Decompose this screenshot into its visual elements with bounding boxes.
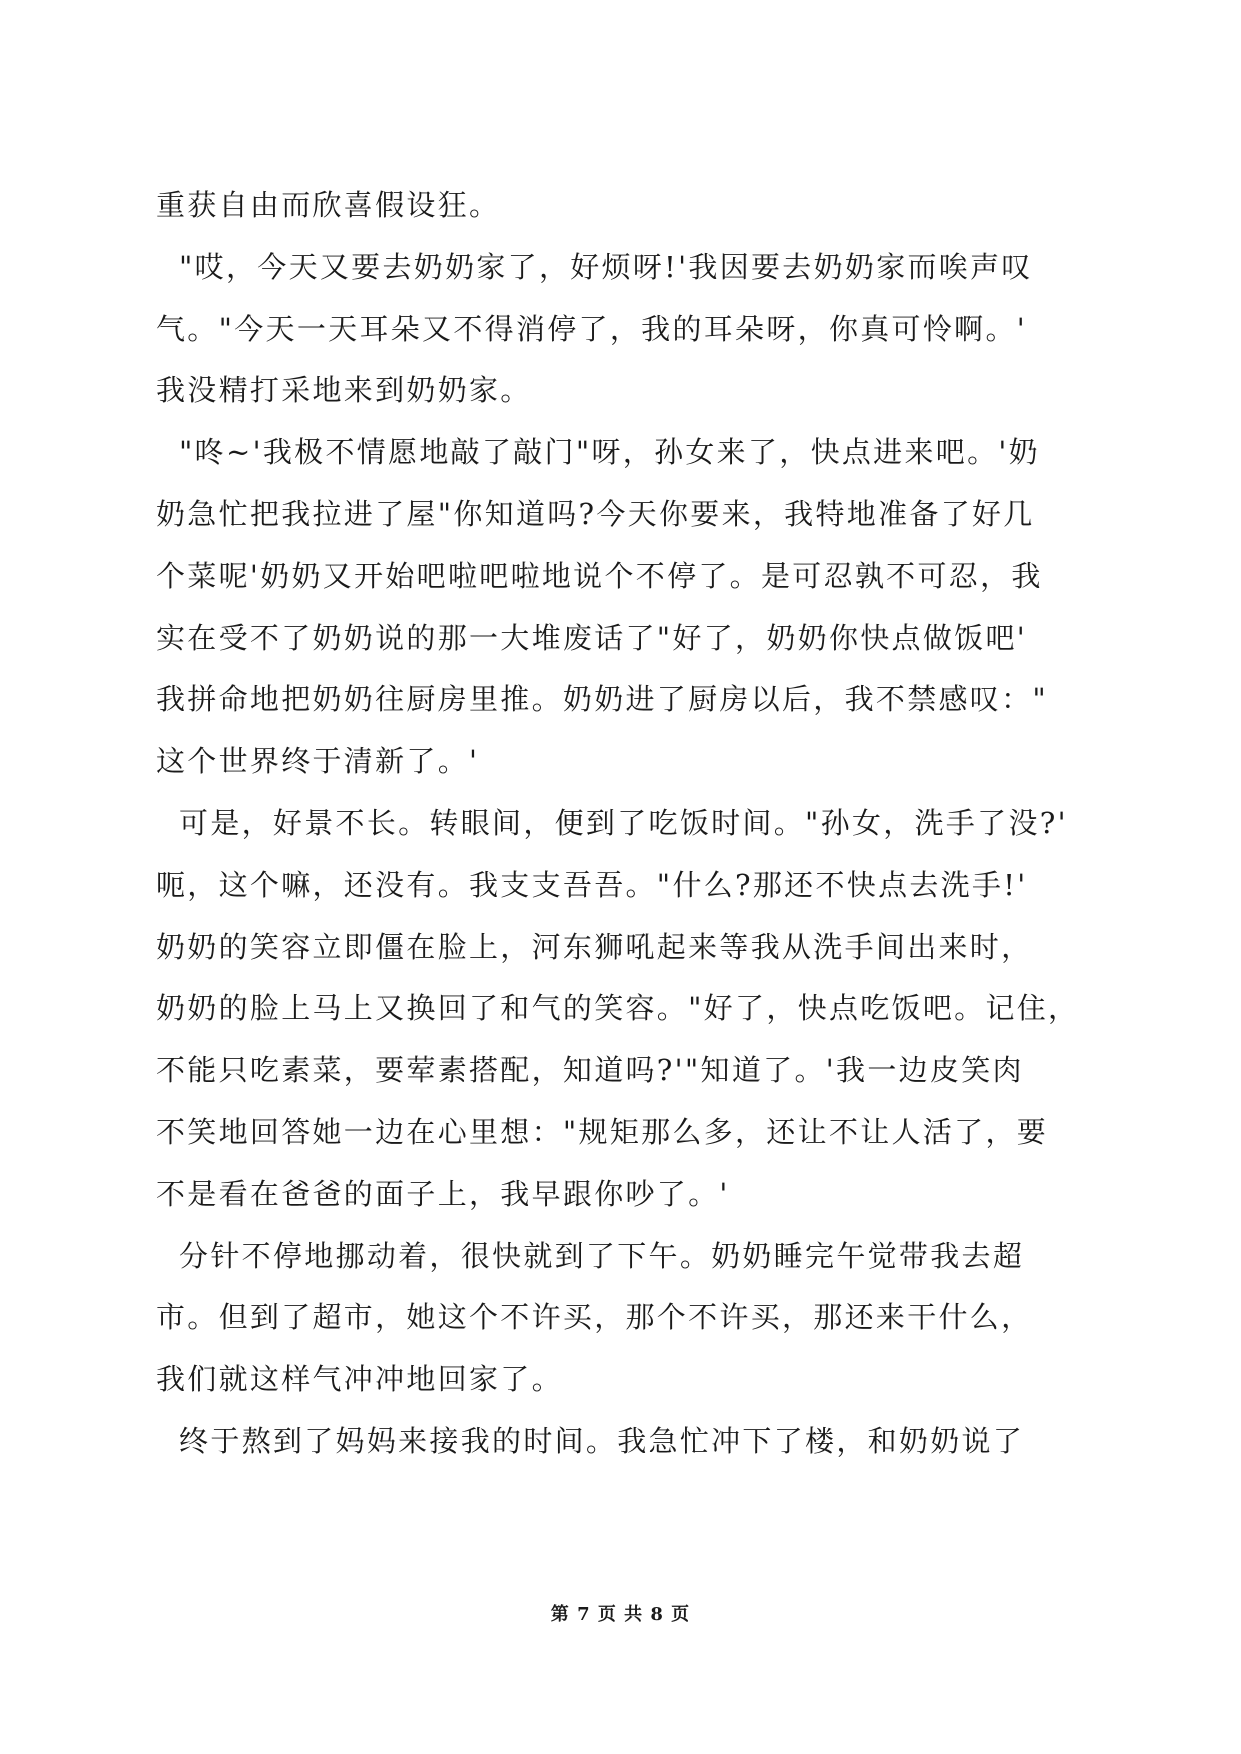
- text-line: "咚~'我极不情愿地敲了敲门"呀，孙女来了，快点进来吧。'奶: [156, 435, 1040, 470]
- text-line: 终于熬到了妈妈来接我的时间。我急忙冲下了楼，和奶奶说了: [156, 1423, 1025, 1458]
- text-line: 呃，这个嘛，还没有。我支支吾吾。"什么?那还不快点去洗手!': [156, 867, 1028, 902]
- text-line: 重获自由而欣喜假设狂。: [156, 188, 501, 222]
- text-line: 我拼命地把奶奶往厨房里推。奶奶进了厨房以后，我不禁感叹：": [156, 682, 1049, 717]
- text-line: 不笑地回答她一边在心里想："规矩那么多，还让不让人活了，要: [156, 1114, 1049, 1149]
- text-line: "哎，今天又要去奶奶家了，好烦呀!'我因要去奶奶家而唉声叹: [156, 249, 1033, 284]
- text-line: 分针不停地挪动着，很快就到了下午。奶奶睡完午觉带我去超: [156, 1238, 1025, 1273]
- text-line: 奶急忙把我拉进了屋"你知道吗?今天你要来，我特地准备了好几: [156, 496, 1035, 531]
- page-number-footer: 第 7 页 共 8 页: [550, 1604, 691, 1625]
- text-line: 我们就这样气冲冲地回家了。: [156, 1362, 563, 1397]
- text-line: 奶奶的脸上马上又换回了和气的笑容。"好了，快点吃饭吧。记住，: [156, 991, 1080, 1026]
- text-line: 市。但到了超市，她这个不许买，那个不许买，那还来干什么，: [156, 1300, 1033, 1335]
- text-line: 这个世界终于清新了。': [156, 744, 480, 779]
- text-line: 不能只吃素菜，要荤素搭配，知道吗?'"知道了。'我一边皮笑肉: [156, 1053, 1024, 1088]
- text-line: 不是看在爸爸的面子上，我早跟你吵了。': [156, 1176, 730, 1211]
- text-line: 我没精打采地来到奶奶家。: [156, 373, 532, 408]
- text-line: 气。"今天一天耳朵又不得消停了，我的耳朵呀，你真可怜啊。': [156, 311, 1028, 346]
- text-line: 个菜呢'奶奶又开始吧啦吧啦地说个不停了。是可忍孰不可忍，我: [156, 558, 1043, 593]
- text-line: 奶奶的笑容立即僵在脸上，河东狮吼起来等我从洗手间出来时，: [156, 929, 1033, 964]
- text-line: 可是，好景不长。转眼间，便到了吃饭时间。"孙女，洗手了没?': [156, 805, 1068, 840]
- text-line: 实在受不了奶奶说的那一大堆废话了"好了，奶奶你快点做饭吧': [156, 620, 1028, 655]
- document-body: [156, 175, 1096, 1473]
